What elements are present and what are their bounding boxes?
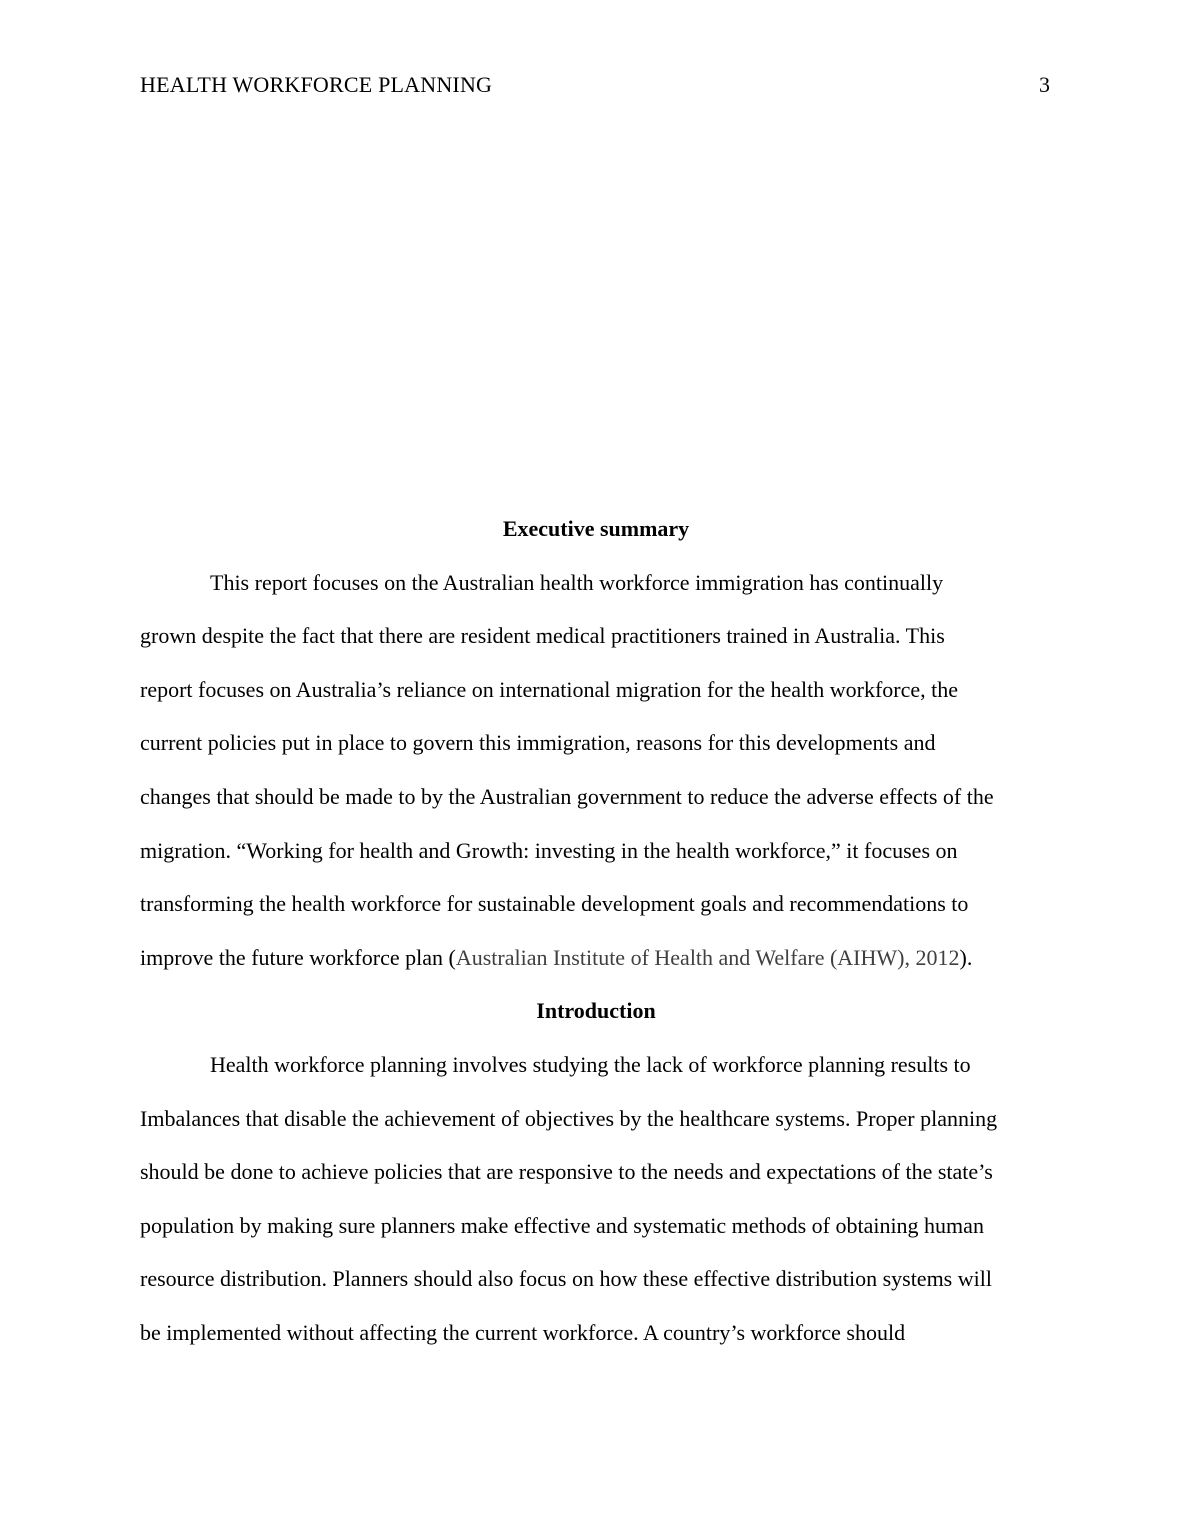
text-line: grown despite the fact that there are resident medical practitioners trained in Australia. This	[140, 623, 945, 649]
citation-reference: Australian Institute of Health and Welfare (AIHW), 2012	[455, 944, 960, 970]
document-body	[140, 502, 1052, 1360]
text-fragment: ).	[959, 944, 973, 970]
text-line: resource distribution. Planners should also focus on how these effective distribution systems will	[140, 1266, 992, 1292]
executive-summary-heading: Executive summary	[502, 516, 690, 541]
text-line: should be done to achieve policies that are responsive to the needs and expectations of the state’s	[140, 1159, 993, 1185]
introduction-paragraph	[140, 1038, 1052, 1360]
text-line: changes that should be made to by the Australian government to reduce the adverse effects of the	[140, 783, 994, 809]
text-line: Health workforce planning involves studying the lack of workforce planning results to	[210, 1051, 971, 1077]
introduction-heading: Introduction	[536, 998, 656, 1024]
text-fragment: improve the future workforce plan (	[140, 944, 456, 970]
text-line: report focuses on Australia’s reliance on international migration for the health workforce, the	[140, 676, 958, 702]
text-line: population by making sure planners make effective and systematic methods of obtaining human	[140, 1212, 984, 1238]
executive-summary-paragraph	[140, 556, 1052, 985]
text-line-with-citation	[140, 931, 1052, 985]
page-header	[140, 70, 1050, 100]
text-line: be implemented without affecting the current workforce. A country’s workforce should	[140, 1319, 906, 1345]
text-line: current policies put in place to govern this immigration, reasons for this developments and	[140, 730, 936, 756]
text-line: Imbalances that disable the achievement of objectives by the healthcare systems. Proper planning	[140, 1105, 998, 1131]
page-number: 3	[1039, 72, 1050, 97]
text-line: transforming the health workforce for sustainable development goals and recommendations to	[140, 891, 969, 917]
text-line: migration. “Working for health and Growth: investing in the health workforce,” it focuses on	[140, 837, 958, 863]
running-head: HEALTH WORKFORCE PLANNING	[140, 72, 493, 97]
text-line: This report focuses on the Australian health workforce immigration has continually	[210, 569, 944, 595]
